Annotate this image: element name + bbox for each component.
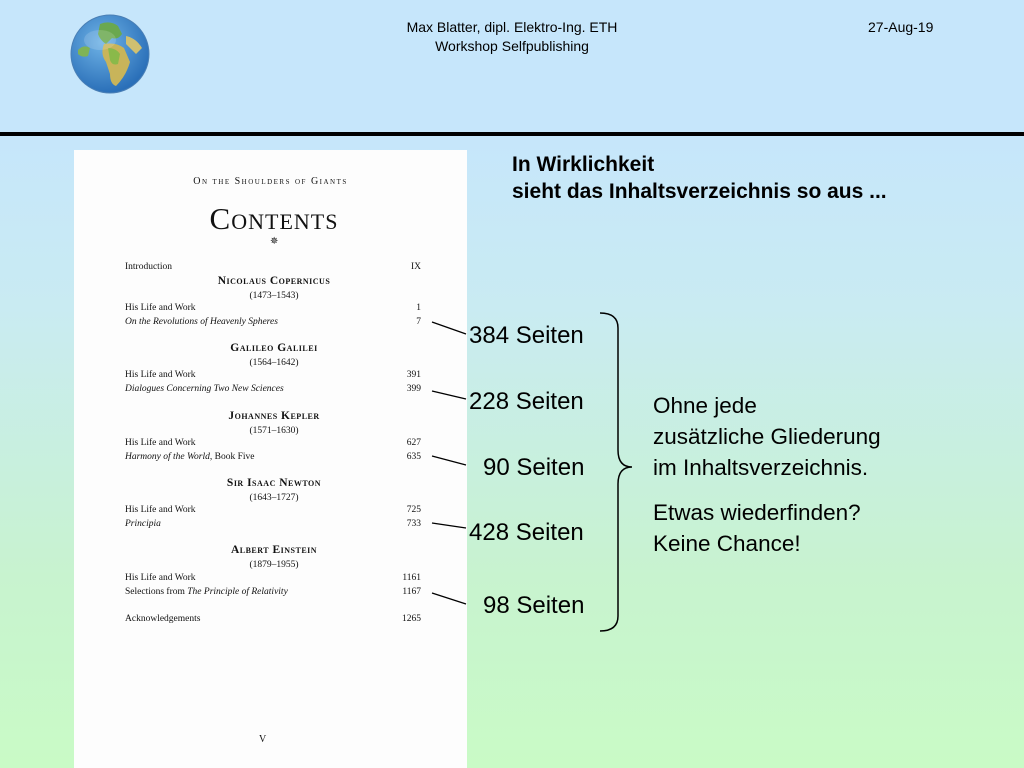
toc-page-number: 1 xyxy=(416,303,421,313)
page-count-label: 428 Seiten xyxy=(469,519,584,546)
toc-page-number: IX xyxy=(410,262,421,272)
section-name: Albert Einstein xyxy=(230,544,318,556)
page-folio: V xyxy=(259,734,267,745)
page-count-label: 384 Seiten xyxy=(469,322,584,349)
toc-label: His Life and Work xyxy=(125,573,196,583)
workshop-title: Workshop Selfpublishing xyxy=(435,38,589,54)
toc-label: The Principle of Relativity xyxy=(187,587,288,597)
toc-label: Dialogues Concerning Two New Sciences xyxy=(125,384,284,394)
question-line: Etwas wiederfinden? xyxy=(653,500,861,525)
toc-label: On the Revolutions of Heavenly Spheres xyxy=(125,317,278,327)
note-line-2: sieht das Inhaltsverzeichnis so aus ... xyxy=(512,180,887,203)
connector-line xyxy=(432,523,466,528)
running-header: On the Shoulders of Giants xyxy=(193,176,348,187)
toc-label: Acknowledgements xyxy=(125,614,201,624)
question-line: Keine Chance! xyxy=(653,531,801,556)
connector-line xyxy=(432,593,466,604)
toc-page-number: 391 xyxy=(406,370,421,380)
curly-brace xyxy=(600,313,632,631)
section-years: (1879–1955) xyxy=(249,560,299,570)
toc-label: Principia xyxy=(125,519,161,529)
connector-line xyxy=(432,322,466,334)
section-years: (1571–1630) xyxy=(249,426,299,436)
connector-line xyxy=(432,391,466,399)
toc-page-number: 627 xyxy=(406,438,421,448)
toc-label: His Life and Work xyxy=(125,370,196,380)
section-years: (1564–1642) xyxy=(249,358,299,368)
page-count-label: 228 Seiten xyxy=(469,388,584,415)
section-years: (1643–1727) xyxy=(249,493,299,503)
author-line: Max Blatter, dipl. Elektro-Ing. ETH xyxy=(406,19,618,35)
toc-page-number: 733 xyxy=(406,519,421,529)
toc-page-number: 7 xyxy=(416,317,421,327)
description-block xyxy=(653,390,881,483)
toc-label: Introduction xyxy=(125,262,172,272)
toc-page-number: 1167 xyxy=(402,587,421,597)
section-years: (1473–1543) xyxy=(249,291,299,301)
connector-line xyxy=(432,456,466,465)
description-line: zusätzliche Gliederung xyxy=(653,424,881,449)
page-count-label: 98 Seiten xyxy=(483,592,585,619)
toc-page-number: 1161 xyxy=(402,573,421,583)
toc-label: His Life and Work xyxy=(125,303,196,313)
toc-page-number: 725 xyxy=(406,505,421,515)
toc-label: Harmony of the World xyxy=(125,452,210,462)
page-count-label: 90 Seiten xyxy=(483,454,585,481)
toc-page-number: 635 xyxy=(406,452,421,462)
toc-label: His Life and Work xyxy=(125,505,196,515)
section-name: Nicolaus Copernicus xyxy=(217,275,331,287)
slide-date: 27-Aug-19 xyxy=(868,19,934,35)
question-block xyxy=(653,497,861,559)
section-name: Sir Isaac Newton xyxy=(226,477,322,489)
section-name: Galileo Galilei xyxy=(230,342,318,354)
toc-page-number: 399 xyxy=(406,384,421,394)
toc-label-prefix: Selections from xyxy=(125,587,188,597)
description-line: Ohne jede xyxy=(653,393,757,418)
note-line-1: In Wirklichkeit xyxy=(512,153,655,176)
toc-label-suffix: , Book Five xyxy=(209,452,255,462)
section-name: Johannes Kepler xyxy=(228,410,320,422)
contents-title: Contents xyxy=(209,201,339,236)
toc-page-number: 1265 xyxy=(402,614,421,624)
toc-label: His Life and Work xyxy=(125,438,196,448)
description-line: im Inhaltsverzeichnis. xyxy=(653,455,869,480)
ornament: ✵ xyxy=(270,236,279,247)
